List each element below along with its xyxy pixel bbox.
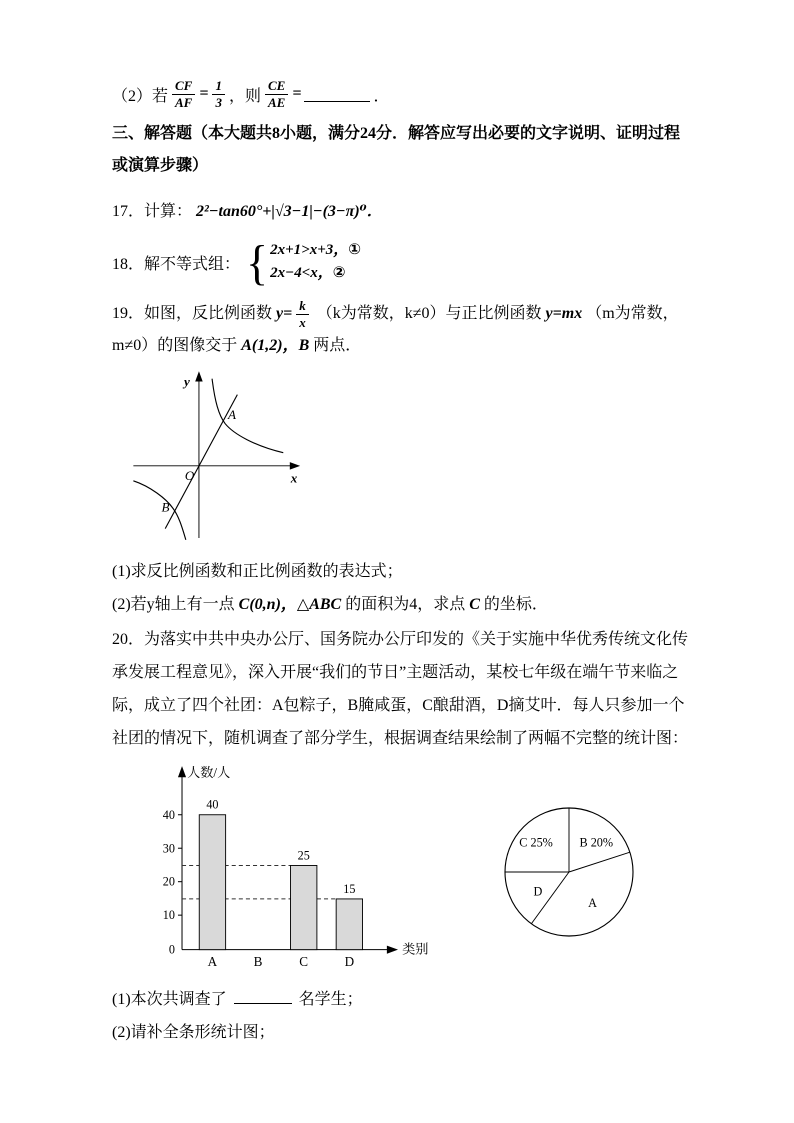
function-graph bbox=[124, 369, 302, 543]
y-axis-label: y bbox=[183, 374, 190, 390]
fraction-numerator: CE bbox=[265, 78, 288, 95]
hyperbola-branch-q3 bbox=[133, 481, 185, 540]
fraction-ce-ae bbox=[265, 78, 288, 110]
fraction-denominator: 3 bbox=[215, 94, 222, 110]
q19-text-1: 19．如图，反比例函数 bbox=[112, 304, 273, 322]
hyperbola-branch-q1 bbox=[212, 379, 283, 453]
q2-prefix: （2）若 bbox=[112, 87, 169, 105]
point-a-label: A bbox=[227, 407, 237, 423]
line-y-mx bbox=[165, 395, 237, 529]
q19-sub2-text-2: 的面积为4，求点 bbox=[345, 596, 466, 614]
bar-d bbox=[336, 899, 362, 950]
x-axis-label: x bbox=[290, 470, 298, 486]
q17-label: 17．计算： bbox=[112, 203, 193, 221]
inequality-system bbox=[270, 239, 361, 286]
fraction-k-over-x bbox=[296, 298, 309, 330]
q19-text-3: （m为常数，m≠0）的图像交于 bbox=[112, 304, 679, 355]
ytick-label: 40 bbox=[162, 808, 175, 823]
q20-sub1-text-2: 名学生； bbox=[298, 991, 363, 1009]
equals-sign: = bbox=[199, 85, 209, 103]
answer-blank bbox=[304, 86, 370, 102]
category-a-label: A bbox=[207, 954, 218, 970]
fraction-numerator: CF bbox=[172, 78, 195, 95]
q20-sub1-text-1: (1)本次共调查了 bbox=[112, 991, 227, 1009]
fraction-one-third bbox=[212, 78, 225, 110]
bar-chart bbox=[136, 761, 441, 976]
bar-d-value: 15 bbox=[343, 882, 356, 897]
ytick-label: 30 bbox=[162, 841, 175, 856]
q19-sub2-text-1: (2)若y轴上有一点 bbox=[112, 596, 235, 614]
inequality-1: 2x+1>x+3，① bbox=[270, 242, 361, 259]
fraction-denominator: x bbox=[299, 314, 306, 330]
q18-label: 18．解不等式组： bbox=[112, 255, 241, 273]
system-brace: { bbox=[246, 235, 269, 290]
q19-sub1: (1)求反比例函数和正比例函数的表达式； bbox=[112, 563, 403, 581]
category-d-label: D bbox=[344, 954, 355, 970]
q19-y-equals: y= bbox=[276, 304, 293, 322]
q2-middle: ，则 bbox=[228, 87, 261, 105]
x-axis-arrow-icon bbox=[290, 462, 300, 469]
ytick-label: 20 bbox=[162, 875, 175, 890]
q19-sub2-math-1: C(0,n)，△ABC bbox=[238, 596, 342, 614]
fraction-numerator: k bbox=[296, 298, 309, 315]
y-axis-arrow-icon bbox=[195, 371, 202, 381]
question-18 bbox=[112, 235, 688, 290]
q19-sub2-math-2: C bbox=[469, 596, 480, 614]
q19-text-2: （k为常数，k≠0）与正比例函数 bbox=[316, 304, 542, 322]
q17-expression: 2²−tan60°+|√3−1|−(3−π)⁰． bbox=[196, 203, 383, 221]
q19-points-ab: A(1,2)，B bbox=[241, 337, 310, 355]
q20-sub1 bbox=[112, 986, 688, 1009]
pie-chart-figure bbox=[489, 792, 649, 957]
inequality-2: 2x−4<x，② bbox=[270, 265, 346, 282]
pie-slice-a-label: A bbox=[588, 896, 597, 911]
fraction-numerator: 1 bbox=[212, 78, 225, 95]
bar-chart-y-label: 人数/人 bbox=[187, 765, 231, 781]
category-c-label: C bbox=[299, 954, 309, 970]
bar-y-axis-arrow-icon bbox=[178, 767, 186, 778]
q2-period: ． bbox=[373, 87, 390, 105]
q19-sub2-text-3: 的坐标． bbox=[483, 596, 548, 614]
q20-sub2: (2)请补全条形统计图； bbox=[112, 1024, 275, 1042]
question-20: 20．为落实中共中央办公厅、国务院办公厅印发的《关于实施中华优秀传统文化传承发展工程意见》，深入开展“我们的节日”主题活动，某校七年级在端午节来临之际，成立了四个社团：A包粽子，B腌咸蛋，C酿甜酒，D摘艾叶．每人只参加一个社团的情况下，随机调查了部分学生，根据调查结果绘制了两幅不完整的统计图： bbox=[112, 631, 689, 747]
category-b-label: B bbox=[253, 954, 263, 970]
q19-y-mx: y=mx bbox=[545, 304, 583, 322]
q19-sub2 bbox=[112, 591, 688, 614]
pie-slice-d-label: D bbox=[533, 884, 543, 899]
fraction-denominator: AF bbox=[175, 94, 193, 110]
section-heading: 三、解答题（本大题共8小题，满分24分．解答应写出必要的文字说明、证明过程或演算步骤） bbox=[112, 125, 681, 175]
bar-c-value: 25 bbox=[297, 848, 310, 863]
bar-x-axis-arrow-icon bbox=[387, 946, 398, 954]
bar-chart-x-label: 类别 bbox=[402, 942, 429, 958]
fraction-denominator: AE bbox=[268, 94, 286, 110]
question-2-line bbox=[112, 78, 688, 110]
fraction-cf-af bbox=[172, 78, 195, 110]
pie-slice-b-label: B 20% bbox=[579, 836, 614, 851]
bar-c bbox=[291, 866, 317, 950]
q19-graph-figure bbox=[124, 369, 688, 548]
ytick-label: 0 bbox=[168, 943, 175, 958]
bar-a bbox=[199, 815, 225, 950]
question-17 bbox=[112, 198, 688, 221]
ytick-label: 10 bbox=[162, 908, 175, 923]
pie-chart bbox=[489, 792, 649, 952]
statistics-figures bbox=[136, 761, 688, 976]
point-b-label: B bbox=[161, 500, 170, 516]
equals-sign: = bbox=[292, 85, 302, 103]
origin-label: O bbox=[184, 468, 195, 484]
answer-blank bbox=[234, 988, 292, 1004]
question-19 bbox=[112, 298, 688, 364]
pie-slice-c-label: C 25% bbox=[519, 836, 553, 851]
bar-a-value: 40 bbox=[206, 798, 219, 813]
q19-text-4: 两点． bbox=[313, 337, 362, 355]
